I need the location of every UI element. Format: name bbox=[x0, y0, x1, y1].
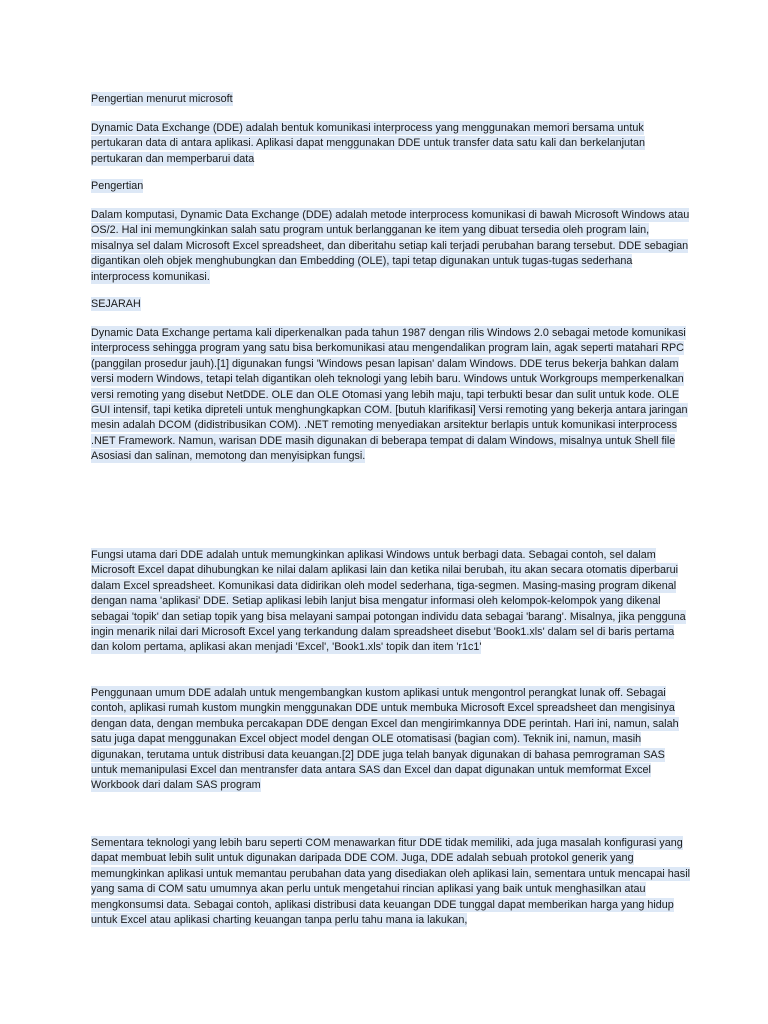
paragraph-definition-microsoft: Dynamic Data Exchange (DDE) adalah bentuk komunikasi interprocess yang menggunakan memori bersama untuk pertukaran data di antara aplikasi. Aplikasi dapat menggunakan DDE untuk transfer data satu kali dan berkelanjutan pertukaran dan memperbarui data bbox=[91, 122, 645, 165]
heading-sejarah: SEJARAH bbox=[91, 298, 141, 310]
paragraph-history: Dynamic Data Exchange pertama kali diperkenalkan pada tahun 1987 dengan rilis Windows 2.0 sebagai metode komunikasi interprocess sehingga program yang satu bisa berkomunikasi atau mengendalikan program lain, agak seperti matahari RPC (panggilan prosedur jauh).[1] digunakan fungsi 'Windows pesan lapisan' dalam Windows. DDE terus bekerja bahkan dalam versi modern Windows, tetapi telah digantikan oleh teknologi yang lebih baru. Windows untuk Workgroups memperkenalkan versi remoting yang disebut NetDDE. OLE dan OLE Otomasi yang lebih maju, tapi terbukti besar dan sulit untuk kode. OLE GUI intensif, tapi ketika dipreteli untuk menghungkapkan COM. [butuh klarifikasi] Versi remoting yang bekerja antara jaringan mesin adalah DCOM (didistribusikan COM). .NET remoting menyediakan arsitektur berlapis untuk komunikasi interprocess .NET Framework. Namun, warisan DDE masih digunakan di beberapa tempat di dalam Windows, misalnya untuk Shell file Asosiasi dan salinan, memotong dan menyisipkan fungsi. bbox=[91, 327, 688, 463]
paragraph-main-function: Fungsi utama dari DDE adalah untuk memungkinkan aplikasi Windows untuk berbagi data. Sebagai contoh, sel dalam Microsoft Excel dapat dihubungkan ke nilai dalam aplikasi lain dan ketika nilai berubah, itu akan secara otomatis diperbarui dalam Excel spreadsheet. Komunikasi data didirikan oleh model sederhana, tiga-segmen. Masing-masing program dikenal dengan nama 'aplikasi' DDE. Setiap aplikasi lebih lanjut bisa mengatur informasi oleh kelompok-kelompok yang dikenal sebagai 'topik' dan setiap topik yang bisa melayani sampai potongan individu data sebagai 'barang'. Misalnya, jika pengguna ingin menarik nilai dari Microsoft Excel yang terkandung dalam spreadsheet disebut 'Book1.xls' dalam sel di baris pertama dan kolom pertama, aplikasi akan menjadi 'Excel', 'Book1.xls' topik dan item 'r1c1' bbox=[91, 549, 686, 654]
paragraph-definition-computing: Dalam komputasi, Dynamic Data Exchange (DDE) adalah metode interprocess komunikasi di bawah Microsoft Windows atau OS/2. Hal ini memungkinkan salah satu program untuk berlangganan ke item yang dibuat tersedia oleh program lain, misalnya sel dalam Microsoft Excel spreadsheet, dan diberitahu setiap kali terjadi perubahan barang tersebut. DDE sebagian digantikan oleh objek menghubungkan dan Embedding (OLE), tapi tetap digunakan untuk tugas-tugas sederhana interprocess komunikasi. bbox=[91, 209, 690, 283]
heading-pengertian-microsoft: Pengertian menurut microsoft bbox=[91, 93, 233, 105]
paragraph-comparison-com: Sementara teknologi yang lebih baru seperti COM menawarkan fitur DDE tidak memiliki, ada juga masalah konfigurasi yang dapat membuat lebih sulit untuk digunakan daripada DDE COM. Juga, DDE adalah sebuah protokol generik yang memungkinkan aplikasi untuk memantau perubahan data yang disediakan oleh aplikasi lain, sementara untuk mencapai hasil yang sama di COM satu umumnya akan perlu untuk mengetahui rincian aplikasi yang baik untuk menghasilkan atau mengkonsumsi data. Sebagai contoh, aplikasi distribusi data keuangan DDE tunggal dapat memberikan harga yang hidup untuk Excel atau aplikasi charting keuangan tanpa perlu tahu mana ia lakukan, bbox=[91, 837, 690, 927]
heading-pengertian: Pengertian bbox=[91, 180, 144, 192]
paragraph-common-usage: Penggunaan umum DDE adalah untuk mengembangkan kustom aplikasi untuk mengontrol perangkat lunak off. Sebagai contoh, aplikasi rumah kustom mungkin menggunakan DDE untuk membuka Microsoft Excel spreadsheet dan mengisinya dengan data, dengan membuka percakapan DDE dengan Excel dan mengirimkannya DDE perintah. Hari ini, namun, salah satu juga dapat menggunakan Excel object model dengan OLE otomatisasi (bagian com). Teknik ini, namun, masih digunakan, terutama untuk distribusi data keuangan.[2] DDE juga telah banyak digunakan di bahasa pemrograman SAS untuk memanipulasi Excel dan mentransfer data antara SAS dan Excel dan dapat digunakan untuk memformat Excel Workbook dari dalam SAS program bbox=[91, 687, 679, 792]
